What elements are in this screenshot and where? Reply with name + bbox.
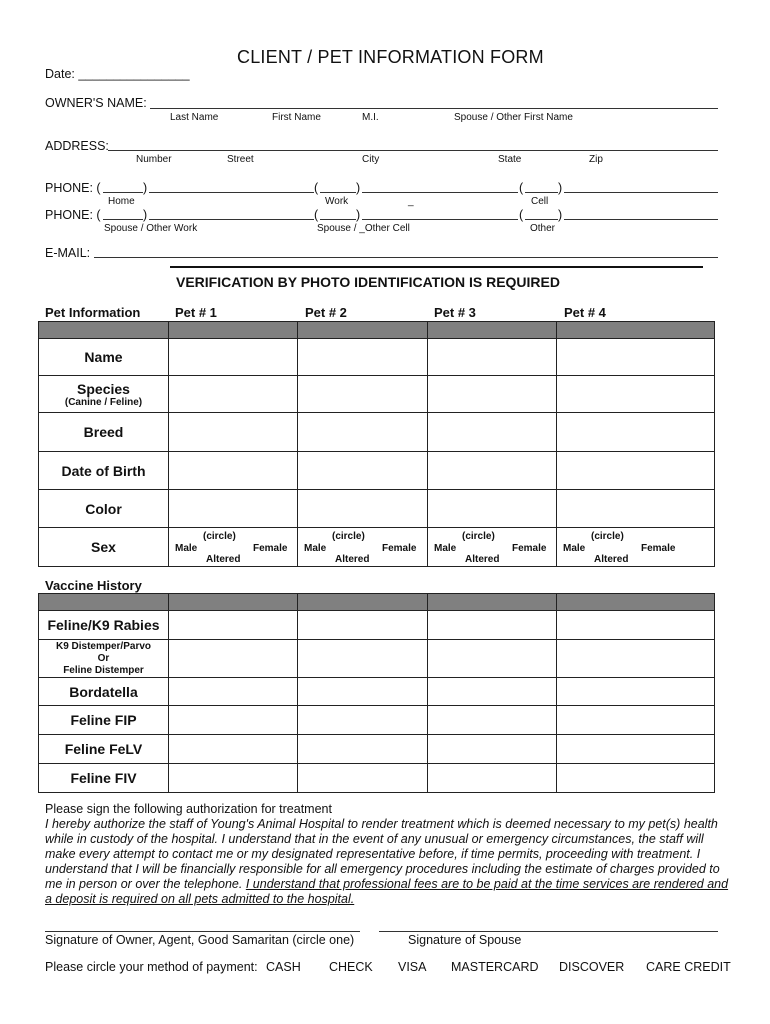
phone1-sub-cell: Cell (531, 196, 549, 207)
address-sub-zip: Zip (589, 154, 603, 165)
divider (170, 266, 703, 268)
table-row (39, 764, 715, 793)
pet-col-3: Pet # 3 (434, 305, 476, 320)
sex-circle-note: (circle) (591, 530, 624, 542)
address-line[interactable] (108, 150, 718, 151)
phone1-work-line[interactable] (362, 192, 518, 193)
phone1-cell-line[interactable] (564, 192, 718, 193)
form-title: CLIENT / PET INFORMATION FORM (237, 47, 544, 67)
phone1-paren-close-2: ) (356, 181, 361, 195)
payment-visa[interactable]: VISA (398, 960, 427, 974)
sex-circle-note: (circle) (332, 530, 365, 542)
sex-altered-option[interactable]: Altered (206, 553, 241, 565)
pet1-bordatella-cell[interactable] (169, 678, 298, 706)
pet2-dob-cell[interactable] (298, 452, 428, 490)
payment-mastercard[interactable]: MASTERCARD (451, 960, 539, 974)
authorization-intro: Please sign the following authorization for treatment (45, 802, 332, 816)
phone1-sub-home: Home (108, 196, 135, 207)
phone2-paren: ) (143, 208, 148, 222)
pet1-color-cell[interactable] (169, 490, 298, 528)
owner-sub-mi: M.I. (362, 112, 379, 123)
phone2-cell-line[interactable] (362, 219, 518, 220)
pet4-fip-cell[interactable] (557, 706, 715, 735)
table-row (39, 611, 715, 640)
pet4-breed-cell[interactable] (557, 413, 715, 452)
pet1-species-cell[interactable] (169, 376, 298, 413)
row-breed-label: Breed (39, 413, 169, 452)
vaccine-table (38, 593, 715, 793)
sex-male-option[interactable]: Male (434, 542, 457, 554)
phone2-other-line[interactable] (564, 219, 718, 220)
pet3-fip-cell[interactable] (428, 706, 557, 735)
payment-discover[interactable]: DISCOVER (559, 960, 625, 974)
pet1-sex-cell[interactable] (169, 528, 298, 567)
sex-female-option[interactable]: Female (382, 542, 417, 554)
authorization-body: I hereby authorize the staff of Young's Animal Hospital to render treatment which is deemed necessary to my pet(s) health while in custody of the hospital. I understand that in the event of any unusual or emergency circumstances, the staff will make every attempt to contact me or my designated representative before, if time permits, proceeding with treatment. I understand that I will be financially responsible for all emergency procedures including the estimate of charges provided to me in person or over the telephone. (45, 817, 720, 891)
vaccine-history-header: Vaccine History (45, 578, 142, 593)
pet2-breed-cell[interactable] (298, 413, 428, 452)
pet2-species-cell[interactable] (298, 376, 428, 413)
address-sub-city: City (362, 154, 380, 165)
sex-female-option[interactable]: Female (512, 542, 547, 554)
phone2-paren-close-3: ) (558, 208, 563, 222)
pet4-felv-cell[interactable] (557, 735, 715, 764)
phone2-label: PHONE: ( (45, 208, 101, 222)
table-row (39, 528, 715, 567)
sex-altered-option[interactable]: Altered (594, 553, 629, 565)
pet1-dob-cell[interactable] (169, 452, 298, 490)
pet3-name-cell[interactable] (428, 339, 557, 376)
sex-circle-note: (circle) (462, 530, 495, 542)
pet3-species-cell[interactable] (428, 376, 557, 413)
owner-signature-label: Signature of Owner, Agent, Good Samaritan (circle one) (45, 933, 355, 947)
payment-cash[interactable]: CASH (266, 960, 301, 974)
table-row (39, 452, 715, 490)
vaccine-fiv-label: Feline FIV (39, 764, 169, 793)
email-line[interactable] (94, 257, 718, 258)
spouse-signature-label: Signature of Spouse (408, 933, 522, 947)
pet2-bordatella-cell[interactable] (298, 678, 428, 706)
pet2-fiv-cell[interactable] (298, 764, 428, 793)
owner-sub-first: First Name (272, 112, 321, 123)
verification-notice: VERIFICATION BY PHOTO IDENTIFICATION IS REQUIRED (176, 274, 560, 290)
owner-sub-spouse: Spouse / Other First Name (454, 112, 573, 123)
phone1-area-home[interactable] (103, 192, 143, 193)
phone1-home-line[interactable] (149, 192, 314, 193)
phone2-area-cell[interactable] (320, 219, 356, 220)
email-label: E-MAIL: (45, 246, 91, 260)
sex-male-option[interactable]: Male (175, 542, 198, 554)
pet4-bordatella-cell[interactable] (557, 678, 715, 706)
pet-col-2: Pet # 2 (305, 305, 347, 320)
address-label: ADDRESS: (45, 139, 109, 153)
pet-col-4: Pet # 4 (564, 305, 606, 320)
owner-name-line[interactable] (150, 108, 718, 109)
owner-name-label: OWNER'S NAME: (45, 96, 147, 110)
phone1-area-work[interactable] (320, 192, 356, 193)
sex-male-option[interactable]: Male (304, 542, 327, 554)
phone2-sub-spouse-cell: Spouse / _Other Cell (317, 223, 410, 234)
table-row (39, 640, 715, 678)
row-dob-label: Date of Birth (39, 452, 169, 490)
pet4-distemper-cell[interactable] (557, 640, 715, 678)
pet4-sex-cell[interactable] (557, 528, 715, 567)
vaccine-felv-label: Feline FeLV (39, 735, 169, 764)
pet-info-header: Pet Information (45, 305, 141, 320)
phone2-paren-open-2: ( (314, 208, 319, 222)
pet2-color-cell[interactable] (298, 490, 428, 528)
pet2-rabies-cell[interactable] (298, 611, 428, 640)
pet4-fiv-cell[interactable] (557, 764, 715, 793)
vaccine-bordatella-label: Bordatella (39, 678, 169, 706)
spouse-signature-line[interactable] (379, 931, 718, 932)
pet2-distemper-cell[interactable] (298, 640, 428, 678)
owner-signature-line[interactable] (45, 931, 360, 932)
table-row (39, 735, 715, 764)
table-row (39, 413, 715, 452)
distemper-line-3: Feline Distemper (63, 664, 144, 676)
phone1-paren: ) (143, 181, 148, 195)
address-sub-street: Street (227, 154, 254, 165)
pet1-felv-cell[interactable] (169, 735, 298, 764)
pet3-rabies-cell[interactable] (428, 611, 557, 640)
vaccine-table-shade (39, 594, 715, 611)
pet4-species-cell[interactable] (557, 376, 715, 413)
vaccine-distemper-label (39, 640, 169, 678)
row-sex-label: Sex (39, 528, 169, 567)
row-color-label: Color (39, 490, 169, 528)
phone1-sub-work: Work (325, 196, 349, 207)
table-row (39, 706, 715, 735)
pet3-bordatella-cell[interactable] (428, 678, 557, 706)
species-sublabel: (Canine / Feline) (64, 396, 143, 408)
pet-table-shade (39, 322, 715, 339)
authorization-underlined: I understand that professional fees are to be paid at the time services are rendered and a deposit is required on all pets admitted to the hospital. (45, 877, 729, 906)
pet1-distemper-cell[interactable] (169, 640, 298, 678)
table-row (39, 339, 715, 376)
pet1-fip-cell[interactable] (169, 706, 298, 735)
phone2-sub-other: Other (530, 223, 556, 234)
pet3-sex-cell[interactable] (428, 528, 557, 567)
sex-male-option[interactable]: Male (563, 542, 586, 554)
pet4-color-cell[interactable] (557, 490, 715, 528)
pet2-name-cell[interactable] (298, 339, 428, 376)
pet4-rabies-cell[interactable] (557, 611, 715, 640)
phone2-area-work[interactable] (103, 219, 143, 220)
phone1-paren-close-3: ) (558, 181, 563, 195)
phone1-area-cell[interactable] (525, 192, 558, 193)
sex-circle-note: (circle) (203, 530, 236, 542)
distemper-line-1: K9 Distemper/Parvo (55, 640, 152, 652)
date-field[interactable]: Date: ________________ (45, 67, 190, 81)
sex-female-option[interactable]: Female (253, 542, 288, 554)
row-name-label: Name (39, 339, 169, 376)
phone1-paren-open-2: ( (314, 181, 319, 195)
address-sub-state: State (498, 154, 522, 165)
pet-col-1: Pet # 1 (175, 305, 217, 320)
pet4-name-cell[interactable] (557, 339, 715, 376)
pet2-fip-cell[interactable] (298, 706, 428, 735)
payment-check[interactable]: CHECK (329, 960, 373, 974)
sex-altered-option[interactable]: Altered (335, 553, 370, 565)
pet1-breed-cell[interactable] (169, 413, 298, 452)
pet1-rabies-cell[interactable] (169, 611, 298, 640)
payment-care-credit[interactable]: CARE CREDIT (646, 960, 731, 974)
sex-altered-option[interactable]: Altered (465, 553, 500, 565)
pet1-name-cell[interactable] (169, 339, 298, 376)
distemper-line-2: Or (97, 652, 110, 664)
phone2-paren-open-3: ( (519, 208, 524, 222)
pet2-sex-cell[interactable] (298, 528, 428, 567)
phone2-area-other[interactable] (525, 219, 558, 220)
pet3-color-cell[interactable] (428, 490, 557, 528)
pet3-fiv-cell[interactable] (428, 764, 557, 793)
row-species-label (39, 376, 169, 413)
phone2-paren-close-2: ) (356, 208, 361, 222)
table-row (39, 678, 715, 706)
pet3-felv-cell[interactable] (428, 735, 557, 764)
pet4-dob-cell[interactable] (557, 452, 715, 490)
pet2-felv-cell[interactable] (298, 735, 428, 764)
pet3-distemper-cell[interactable] (428, 640, 557, 678)
pet-table (38, 321, 715, 567)
pet1-fiv-cell[interactable] (169, 764, 298, 793)
owner-sub-last: Last Name (170, 112, 219, 123)
vaccine-rabies-label: Feline/K9 Rabies (39, 611, 169, 640)
phone2-work-line[interactable] (149, 219, 314, 220)
pet3-breed-cell[interactable] (428, 413, 557, 452)
address-sub-number: Number (136, 154, 172, 165)
authorization-text (45, 817, 735, 907)
payment-label: Please circle your method of payment: (45, 960, 258, 974)
pet3-dob-cell[interactable] (428, 452, 557, 490)
table-row (39, 490, 715, 528)
phone2-sub-spouse-work: Spouse / Other Work (104, 223, 198, 234)
phone1-paren-open-3: ( (519, 181, 524, 195)
sex-female-option[interactable]: Female (641, 542, 676, 554)
table-row (39, 376, 715, 413)
vaccine-fip-label: Feline FIP (39, 706, 169, 735)
phone1-label: PHONE: ( (45, 181, 101, 195)
phone1-sub-underscore: _ (408, 196, 414, 207)
species-label: Species (77, 380, 130, 397)
